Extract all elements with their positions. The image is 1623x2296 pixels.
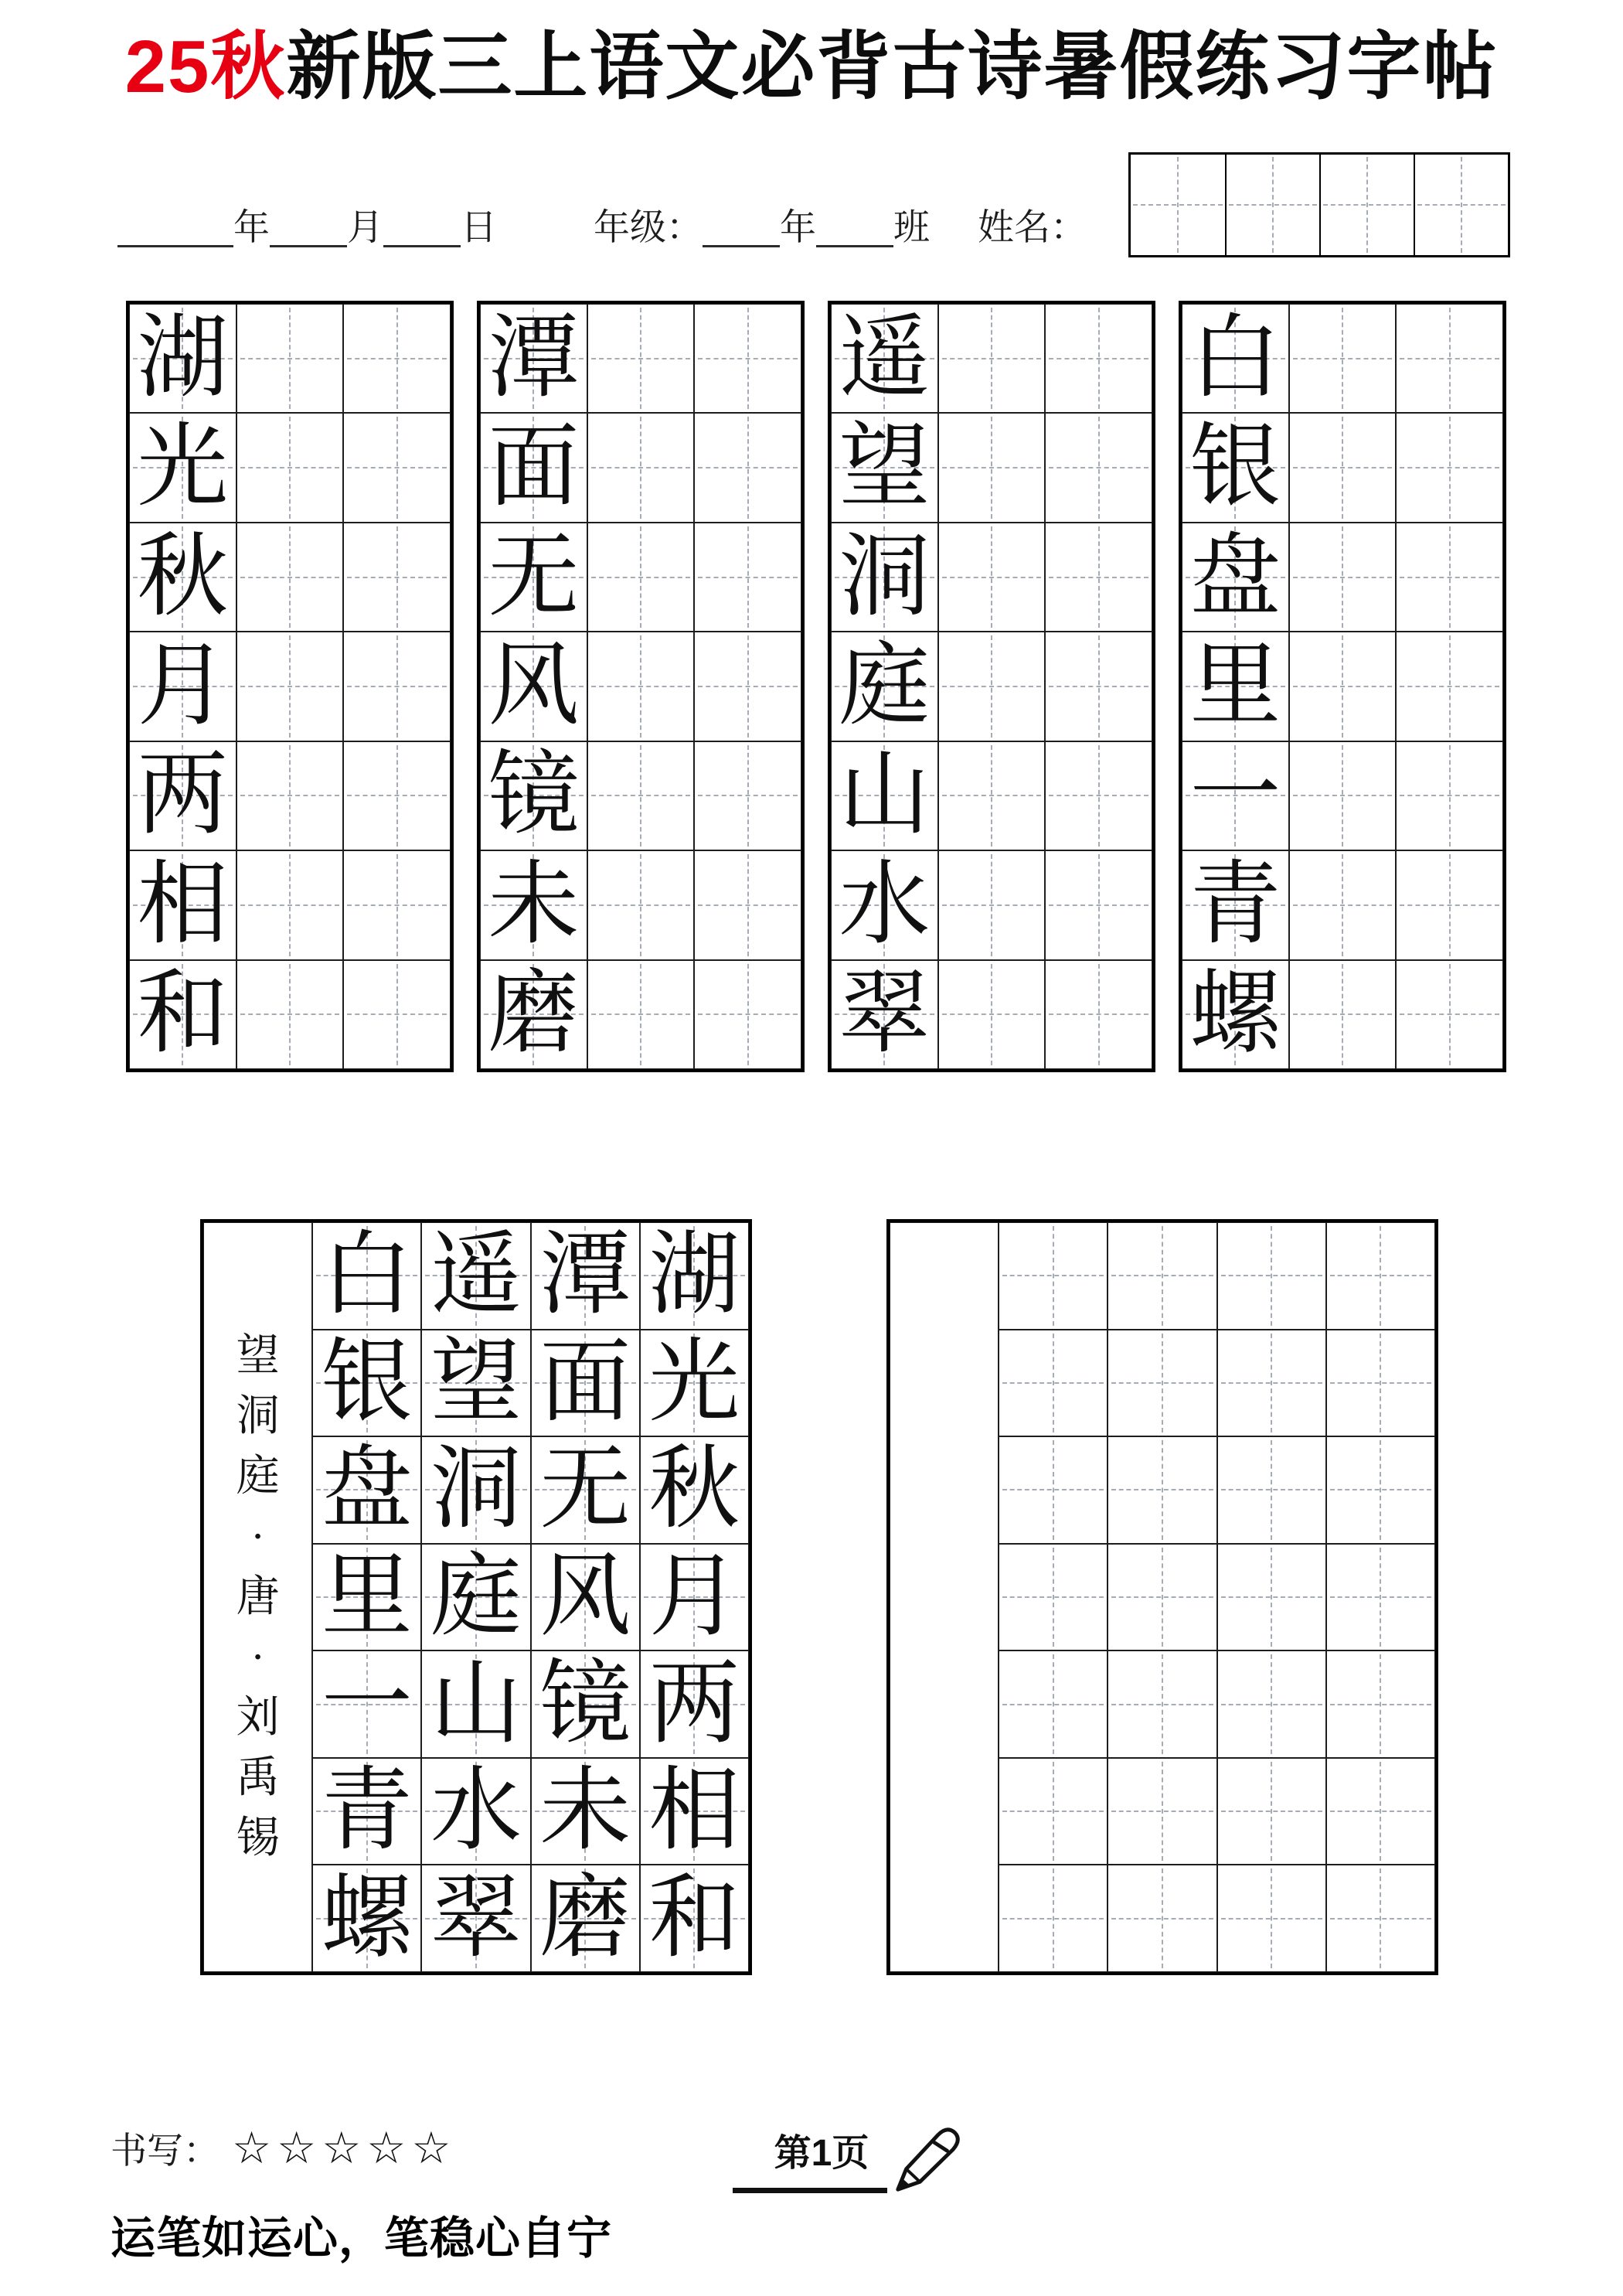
practice-cell [1326, 1650, 1435, 1758]
name-label: 姓名： [978, 207, 1087, 248]
poem-title-char: 庭 [236, 1452, 280, 1501]
practice-cell [343, 413, 451, 522]
name-grid-cell [1225, 155, 1319, 255]
practice-cell [1217, 1330, 1326, 1437]
model-char-cell [312, 1330, 421, 1437]
model-char-cell [129, 632, 236, 741]
model-char-cell [831, 741, 938, 850]
grade-year-blank [703, 209, 780, 247]
model-char-cell [831, 304, 938, 413]
practice-cell [1108, 1758, 1216, 1865]
class-blank [816, 209, 893, 247]
grade-label: 年级： [594, 207, 703, 248]
practice-cell [1045, 741, 1152, 850]
model-char: 潭 [488, 307, 580, 409]
practice-cell [1396, 960, 1503, 1069]
practice-cell [1217, 1650, 1326, 1758]
model-char-cell [640, 1222, 749, 1330]
practice-cell [343, 523, 451, 632]
practice-cell [694, 413, 801, 522]
model-char: 光 [648, 1331, 740, 1433]
model-char: 望 [839, 417, 931, 519]
model-char-cell [531, 1544, 640, 1651]
empty-practice-block [886, 1219, 1438, 1975]
model-char-cell [1182, 523, 1289, 632]
practice-cell [587, 741, 695, 850]
empty-label-column [890, 1222, 999, 1972]
date-year-blank [117, 209, 233, 247]
model-char: 银 [1189, 417, 1281, 519]
practice-cell [1289, 632, 1397, 741]
model-char: 白 [321, 1225, 413, 1327]
model-char-cell [312, 1222, 421, 1330]
practice-cell [587, 632, 695, 741]
model-char: 风 [488, 635, 580, 737]
practice-cell [1326, 1330, 1435, 1437]
practice-cell [938, 523, 1046, 632]
practice-cell [1108, 1865, 1216, 1972]
poem-title-char: 唐 [236, 1572, 280, 1621]
class-label: 班 [893, 207, 930, 248]
model-char: 洞 [839, 526, 931, 628]
practice-cell [1045, 523, 1152, 632]
model-char-cell [129, 850, 236, 959]
model-char: 和 [137, 963, 229, 1065]
practice-cell [999, 1865, 1108, 1972]
practice-cell [1108, 1436, 1216, 1544]
practice-cell [938, 413, 1046, 522]
rating-label: 书写： [111, 2131, 219, 2172]
practice-cell [1289, 523, 1397, 632]
model-char: 庭 [839, 635, 931, 737]
poem-title-char: 洞 [236, 1392, 280, 1440]
practice-cell [1108, 1544, 1216, 1651]
practice-cell [694, 850, 801, 959]
model-char-cell [312, 1758, 421, 1865]
practice-cell [1326, 1758, 1435, 1865]
practice-cell [236, 960, 344, 1069]
model-char: 潭 [539, 1225, 631, 1327]
model-char-cell [312, 1865, 421, 1972]
practice-cell [587, 523, 695, 632]
model-char-cell [312, 1436, 421, 1544]
model-char-cell [480, 850, 587, 959]
model-char: 里 [1189, 635, 1281, 737]
month-label: 月 [347, 207, 383, 248]
model-char: 月 [137, 635, 229, 737]
practice-cell [999, 1436, 1108, 1544]
practice-cell [999, 1544, 1108, 1651]
poem-title-char: 望 [236, 1331, 280, 1380]
grade-year-label: 年 [780, 207, 816, 248]
model-char: 望 [430, 1331, 522, 1433]
model-char-cell [531, 1758, 640, 1865]
model-char: 面 [539, 1331, 631, 1433]
practice-cell [587, 413, 695, 522]
model-char: 湖 [648, 1225, 740, 1327]
model-char-cell [831, 523, 938, 632]
poem-title-column [203, 1222, 312, 1972]
model-char: 水 [839, 853, 931, 956]
practice-cell [236, 413, 344, 522]
practice-cell [1396, 741, 1503, 850]
model-char: 螺 [1189, 963, 1281, 1065]
model-char-cell [421, 1436, 530, 1544]
model-char: 磨 [488, 963, 580, 1065]
model-char: 遥 [430, 1225, 522, 1327]
model-char: 未 [488, 853, 580, 956]
model-char-cell [640, 1650, 749, 1758]
page-footer-center [733, 2115, 972, 2204]
poem-title-vertical [236, 1326, 280, 1868]
page-number: 第1页 [774, 2133, 869, 2174]
model-char: 两 [648, 1653, 740, 1755]
name-grid-cell [1414, 155, 1508, 255]
name-write-grid [1128, 152, 1510, 257]
handwriting-rating [111, 2122, 457, 2174]
pen-icon [890, 2117, 966, 2197]
model-char-cell [129, 741, 236, 850]
practice-cell [343, 850, 451, 959]
practice-cell [1289, 413, 1397, 522]
model-char: 镜 [539, 1653, 631, 1755]
practice-cell [1396, 523, 1503, 632]
model-char-cell [129, 960, 236, 1069]
practice-cell [236, 850, 344, 959]
model-char: 镜 [488, 744, 580, 847]
practice-cell [999, 1222, 1108, 1330]
date-day-blank [383, 209, 461, 247]
practice-cell [938, 741, 1046, 850]
model-char-cell [1182, 741, 1289, 850]
practice-cell [1217, 1436, 1326, 1544]
practice-cell [1108, 1330, 1216, 1437]
model-char-cell [1182, 960, 1289, 1069]
practice-cell [694, 523, 801, 632]
poem-title-char: · [250, 1633, 265, 1681]
model-char-cell [531, 1865, 640, 1972]
model-char-cell [312, 1544, 421, 1651]
practice-cell [236, 523, 344, 632]
practice-cell [694, 304, 801, 413]
practice-cell [694, 960, 801, 1069]
practice-cell [1396, 632, 1503, 741]
practice-cell [236, 632, 344, 741]
model-char: 青 [1189, 853, 1281, 956]
practice-cell [1396, 413, 1503, 522]
practice-cell [1108, 1650, 1216, 1758]
practice-cell [938, 960, 1046, 1069]
model-char-cell [421, 1544, 530, 1651]
model-char: 洞 [430, 1439, 522, 1541]
practice-cell [587, 850, 695, 959]
model-char: 螺 [321, 1867, 413, 1969]
model-char-cell [1182, 304, 1289, 413]
model-char: 盘 [321, 1439, 413, 1541]
model-char-cell [480, 523, 587, 632]
name-grid-cell [1131, 155, 1225, 255]
model-char-cell [531, 1330, 640, 1437]
model-char-cell [421, 1865, 530, 1972]
poem-title-char: 禹 [236, 1753, 280, 1802]
model-char: 庭 [430, 1545, 522, 1647]
poem-vertical-block [200, 1219, 752, 1975]
practice-cell [1326, 1865, 1435, 1972]
model-char: 山 [839, 744, 931, 847]
model-char-cell [1182, 632, 1289, 741]
model-char: 盘 [1189, 526, 1281, 628]
model-char-cell [831, 960, 938, 1069]
model-char: 和 [648, 1867, 740, 1969]
page-title-highlight: 25秋 [124, 26, 287, 108]
practice-cell [938, 304, 1046, 413]
model-char: 光 [137, 417, 229, 519]
date-line [117, 199, 1087, 247]
practice-cell [1289, 741, 1397, 850]
date-month-blank [270, 209, 347, 247]
model-char: 银 [321, 1331, 413, 1433]
practice-cell [1217, 1865, 1326, 1972]
model-char-cell [312, 1650, 421, 1758]
practice-cell [938, 850, 1046, 959]
model-char-cell [831, 632, 938, 741]
model-char-cell [421, 1222, 530, 1330]
model-char-cell [421, 1650, 530, 1758]
model-char-cell [1182, 850, 1289, 959]
model-char: 翠 [430, 1867, 522, 1969]
model-char: 秋 [648, 1439, 740, 1541]
practice-cell [1045, 413, 1152, 522]
model-char-cell [831, 850, 938, 959]
year-label: 年 [233, 207, 270, 248]
model-char-cell [129, 413, 236, 522]
practice-cell [587, 960, 695, 1069]
model-char: 未 [539, 1760, 631, 1862]
poem-title-char: 刘 [236, 1693, 280, 1742]
model-char-cell [640, 1436, 749, 1544]
practice-cell [1396, 850, 1503, 959]
model-char-cell [640, 1865, 749, 1972]
practice-cell [587, 304, 695, 413]
model-char-cell [640, 1330, 749, 1437]
model-char: 翠 [839, 963, 931, 1065]
poem-title-char: · [250, 1512, 265, 1561]
model-char: 遥 [839, 307, 931, 409]
model-char: 白 [1189, 307, 1281, 409]
practice-cell [999, 1330, 1108, 1437]
model-char: 一 [1189, 744, 1281, 847]
day-label: 日 [461, 207, 497, 248]
practice-cell [1108, 1222, 1216, 1330]
practice-cell [1326, 1436, 1435, 1544]
model-char: 风 [539, 1545, 631, 1647]
practice-cell [1326, 1544, 1435, 1651]
model-char-cell [831, 413, 938, 522]
model-char-cell [1182, 413, 1289, 522]
page-title [0, 26, 1623, 108]
practice-cell [694, 741, 801, 850]
model-char-cell [480, 304, 587, 413]
model-char: 月 [648, 1545, 740, 1647]
model-char: 无 [488, 526, 580, 628]
model-char-cell [480, 741, 587, 850]
practice-cell [343, 960, 451, 1069]
page-number-underline [733, 2188, 887, 2193]
rating-stars-icon: ☆☆☆☆☆ [232, 2123, 457, 2174]
model-char-cell [480, 413, 587, 522]
practice-block-line-4 [1179, 301, 1506, 1072]
practice-cell [1045, 850, 1152, 959]
practice-block-line-1 [126, 301, 454, 1072]
model-char-cell [640, 1544, 749, 1651]
model-char: 无 [539, 1439, 631, 1541]
practice-cell [694, 632, 801, 741]
model-char-cell [129, 523, 236, 632]
practice-cell [236, 741, 344, 850]
practice-cell [1217, 1544, 1326, 1651]
model-char-cell [421, 1330, 530, 1437]
calligraphy-motto: 运笔如运心，笔稳心自宁 [111, 2213, 613, 2264]
model-char: 里 [321, 1545, 413, 1647]
model-char-cell [531, 1650, 640, 1758]
practice-cell [1289, 960, 1397, 1069]
practice-cell [343, 304, 451, 413]
model-char-cell [640, 1758, 749, 1865]
practice-cell [999, 1758, 1108, 1865]
practice-cell [236, 304, 344, 413]
practice-cell [1045, 632, 1152, 741]
model-char-cell [480, 632, 587, 741]
model-char-cell [531, 1222, 640, 1330]
model-char: 相 [648, 1760, 740, 1862]
model-char: 相 [137, 853, 229, 956]
name-grid-cell [1319, 155, 1414, 255]
model-char-cell [421, 1758, 530, 1865]
page-title-rest: 新版三上语文必背古诗暑假练习字帖 [286, 26, 1499, 108]
practice-cell [343, 741, 451, 850]
model-char-cell [480, 960, 587, 1069]
practice-block-line-2 [477, 301, 805, 1072]
model-char: 秋 [137, 526, 229, 628]
practice-cell [1289, 304, 1397, 413]
practice-cell [1326, 1222, 1435, 1330]
poem-title-char: 锡 [236, 1814, 280, 1862]
model-char: 面 [488, 417, 580, 519]
model-char: 磨 [539, 1867, 631, 1969]
model-char: 两 [137, 744, 229, 847]
practice-block-line-3 [828, 301, 1155, 1072]
model-char: 湖 [137, 307, 229, 409]
practice-cell [1045, 304, 1152, 413]
practice-cell [999, 1650, 1108, 1758]
practice-cell [1217, 1222, 1326, 1330]
model-char: 青 [321, 1760, 413, 1862]
model-char-cell [531, 1436, 640, 1544]
practice-cell [1045, 960, 1152, 1069]
practice-cell [1289, 850, 1397, 959]
model-char: 一 [321, 1653, 413, 1755]
practice-cell [343, 632, 451, 741]
practice-cell [1396, 304, 1503, 413]
model-char: 水 [430, 1760, 522, 1862]
model-char: 山 [430, 1653, 522, 1755]
practice-cell [938, 632, 1046, 741]
practice-cell [1217, 1758, 1326, 1865]
model-char-cell [129, 304, 236, 413]
